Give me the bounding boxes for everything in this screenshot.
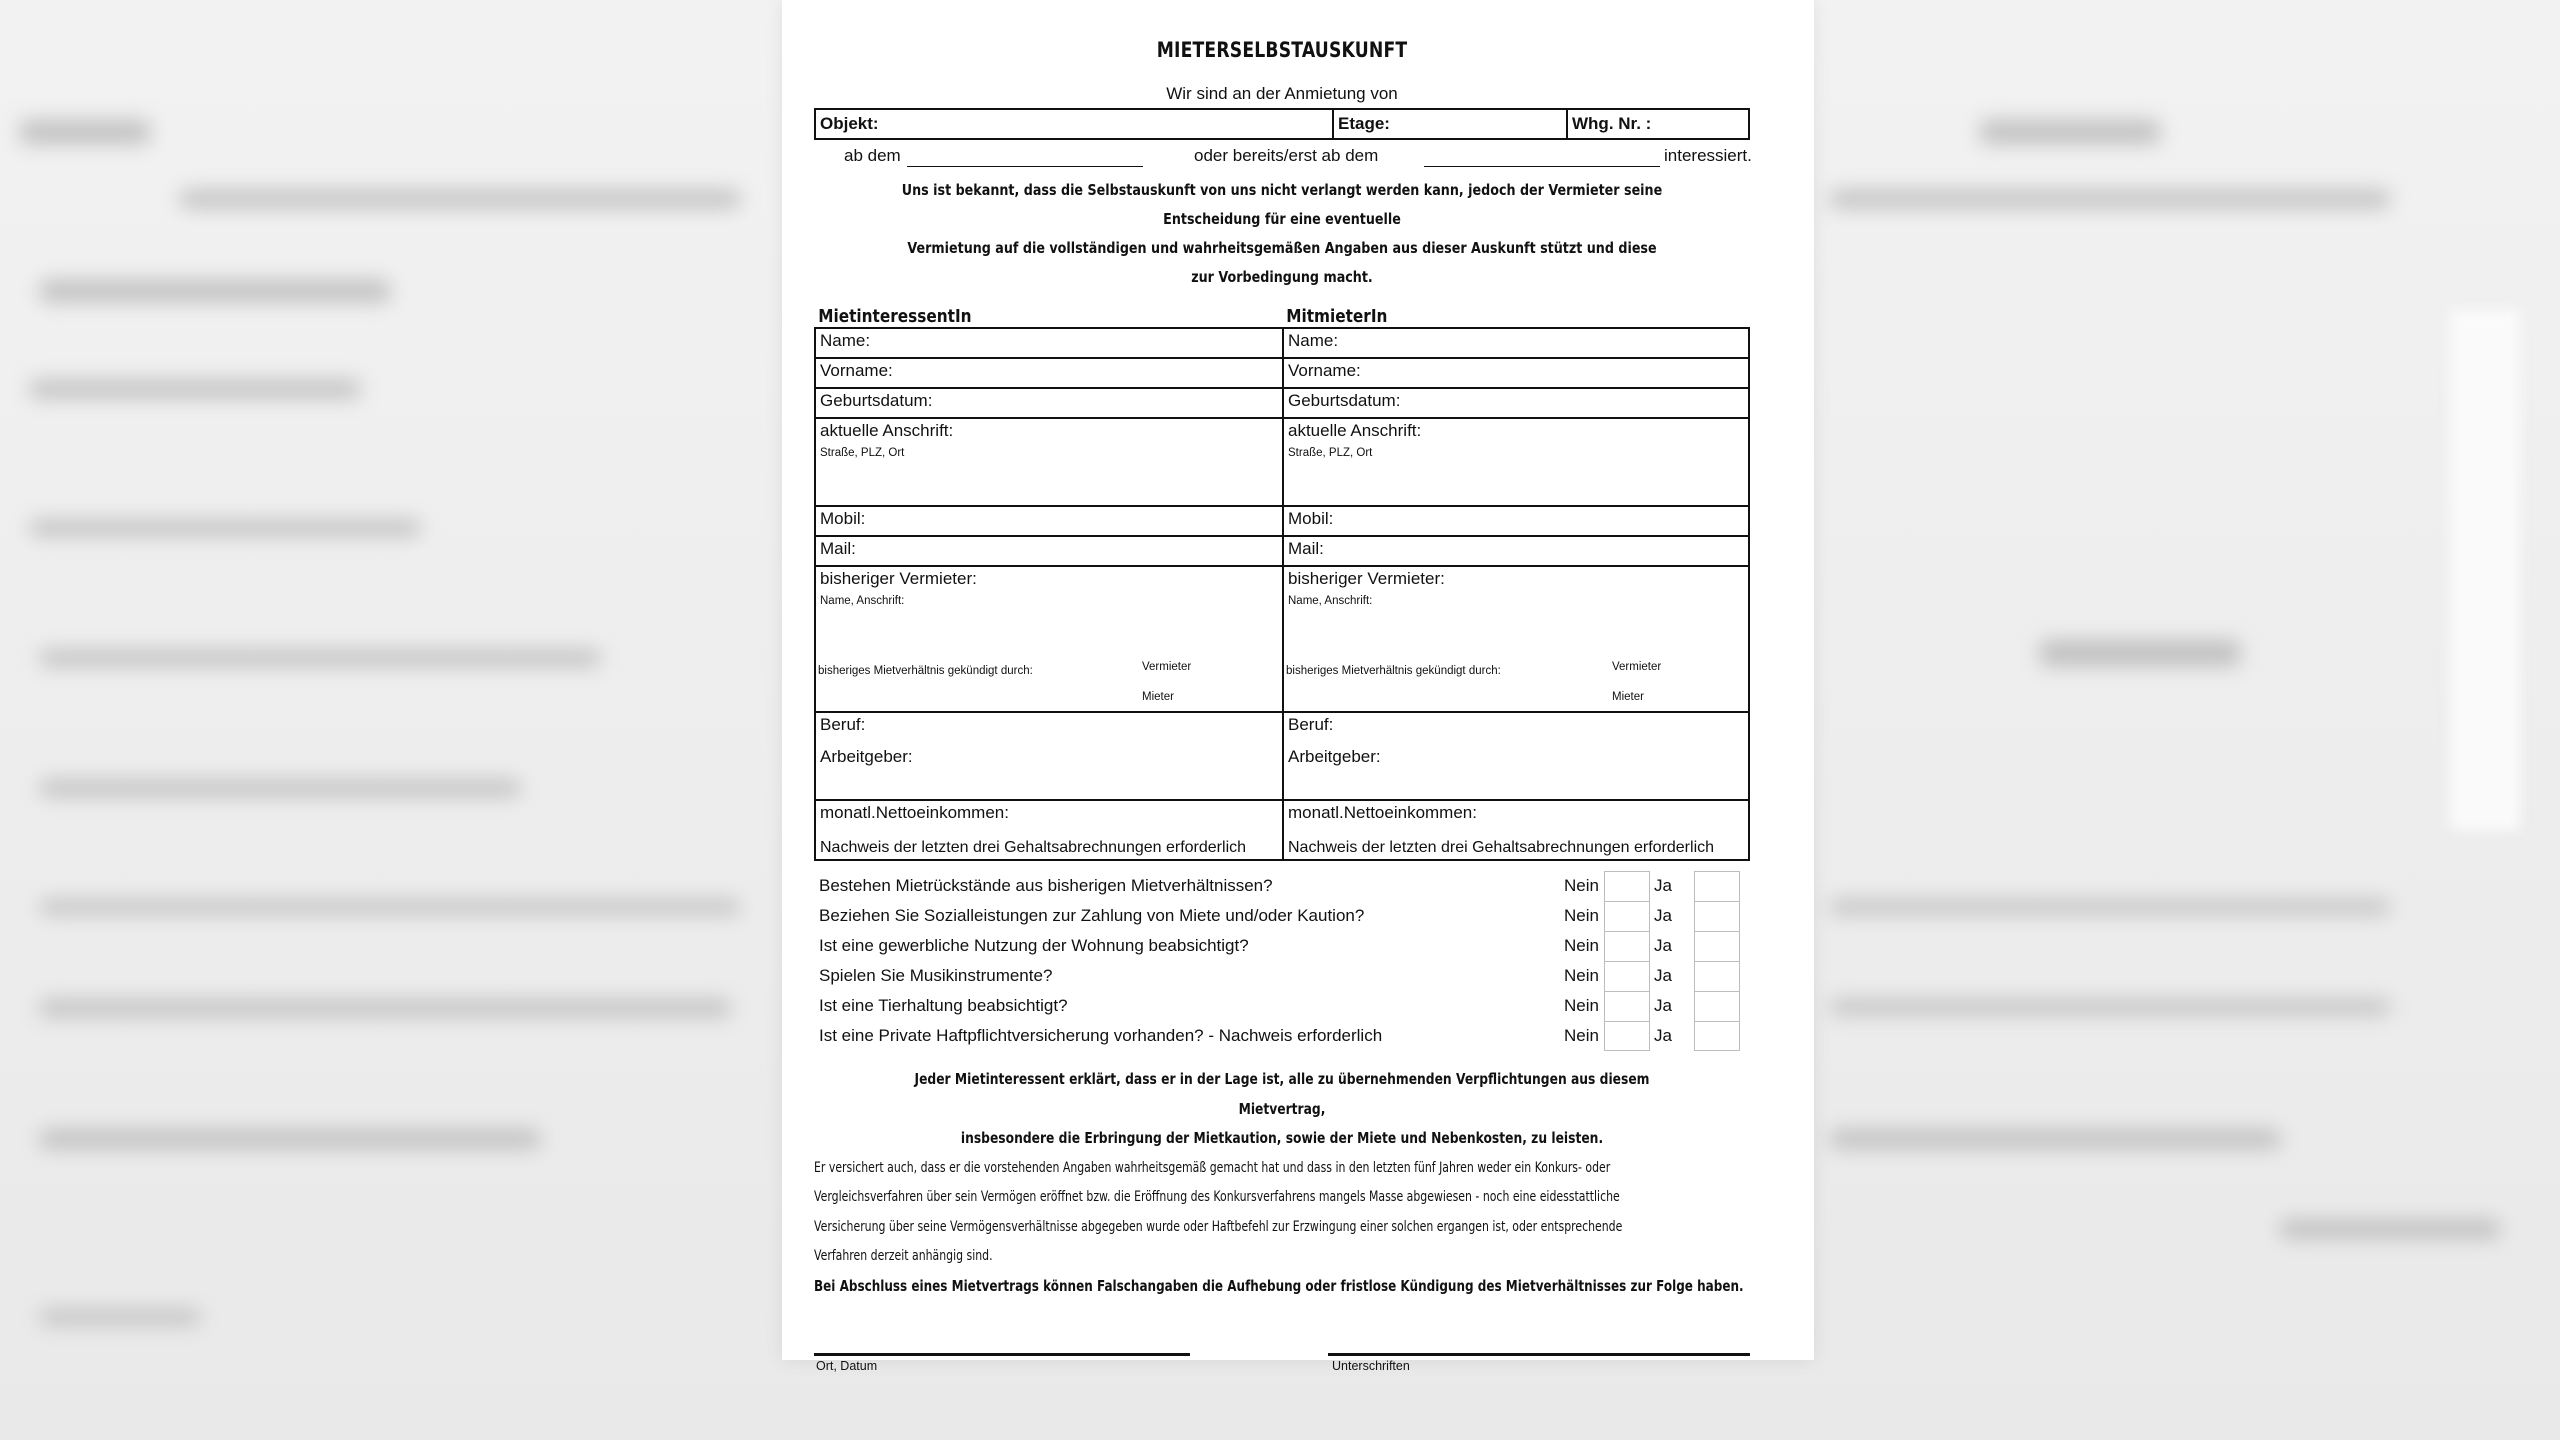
ja-checkbox[interactable] <box>1694 1021 1740 1051</box>
ja-label: Ja <box>1654 996 1672 1015</box>
nein-checkbox[interactable] <box>1604 961 1650 991</box>
nein-label: Nein <box>1564 996 1599 1015</box>
ab-dem-label: ab dem <box>844 146 901 165</box>
name-field[interactable]: Name: <box>1284 329 1748 359</box>
question-text: Beziehen Sie Sozialleistungen zur Zahlung von Miete und/oder Kaution? <box>819 906 1365 925</box>
anschrift-hint: Straße, PLZ, Ort <box>820 447 905 459</box>
nein-checkbox[interactable] <box>1604 1021 1650 1051</box>
form-title: MIETERSELBSTAUSKUNFT <box>1156 38 1408 62</box>
nein-label: Nein <box>1564 1026 1599 1045</box>
nachweis-note: Nachweis der letzten drei Gehaltsabrechnungen erforderlich <box>820 839 1247 856</box>
nein-label: Nein <box>1564 936 1599 955</box>
ja-checkbox[interactable] <box>1694 931 1740 961</box>
declaration-final: Bei Abschluss eines Mietvertrags können Falschangaben die Aufhebung oder fristlose Kündigung des Mietverhältnisses zur Folge haben. <box>814 1276 1744 1295</box>
geburtsdatum-field[interactable]: Geburtsdatum: <box>1284 389 1748 419</box>
nein-checkbox[interactable] <box>1604 871 1650 901</box>
ja-label: Ja <box>1654 906 1672 925</box>
questions-list <box>814 871 1750 1051</box>
vermieter-field[interactable]: bisheriger Vermieter: Name, Anschrift: bisheriges Mietverhältnis gekündigt durch: Vermieter Mieter <box>816 567 1282 713</box>
einkommen-field[interactable]: monatl.Nettoeinkommen: Nachweis der letzten drei Gehaltsabrechnungen erforderlich <box>820 803 1247 856</box>
nein-label: Nein <box>1564 876 1599 895</box>
question-text: Ist eine gewerbliche Nutzung der Wohnung beabsichtigt? <box>819 936 1249 955</box>
mobil-field[interactable]: Mobil: <box>1284 507 1748 537</box>
vermieter-field[interactable]: bisheriger Vermieter: Name, Anschrift: bisheriges Mietverhältnis gekündigt durch: Vermieter Mieter <box>1284 567 1748 713</box>
question-row <box>814 871 1750 901</box>
date-row <box>814 140 1750 172</box>
bereits-ab-dem-field[interactable] <box>1424 166 1660 167</box>
declaration-block <box>814 1065 1750 1301</box>
beruf-field[interactable]: Beruf: Arbeitgeber: <box>1284 713 1748 801</box>
nein-checkbox[interactable] <box>1604 931 1650 961</box>
declaration-body: Versicherung über seine Vermögensverhältnisse abgegeben wurde oder Haftbefehl zur Erzwingung einer solchen ergangen ist, oder entsprechende <box>814 1218 1623 1235</box>
ja-label: Ja <box>1654 1026 1672 1045</box>
gekuendigt-label: bisheriges Mietverhältnis gekündigt durch: <box>818 665 1033 677</box>
mobil-field[interactable]: Mobil: <box>816 507 1282 537</box>
ja-checkbox[interactable] <box>1694 961 1740 991</box>
object-row <box>814 108 1750 140</box>
column-mitmieter <box>1282 329 1748 859</box>
option-mieter[interactable]: Mieter <box>1612 691 1644 703</box>
ab-dem-field[interactable] <box>907 166 1143 167</box>
question-text: Spielen Sie Musikinstrumente? <box>819 966 1053 985</box>
option-mieter[interactable]: Mieter <box>1142 691 1174 703</box>
anschrift-field[interactable]: aktuelle Anschrift: Straße, PLZ, Ort <box>816 419 1282 507</box>
declaration-line: Jeder Mietinteressent erklärt, dass er in der Lage ist, alle zu übernehmenden Verpflichtungen aus diesem Mietvertrag, <box>914 1070 1650 1118</box>
question-text: Ist eine Tierhaltung beabsichtigt? <box>819 996 1068 1015</box>
ja-checkbox[interactable] <box>1694 901 1740 931</box>
column-mietinteressent <box>816 329 1282 859</box>
vermieter-hint: Name, Anschrift: <box>1288 595 1373 607</box>
nein-label: Nein <box>1564 966 1599 985</box>
ort-datum-label: Ort, Datum <box>816 1359 878 1373</box>
unterschriften-label: Unterschriften <box>1332 1359 1410 1373</box>
oder-label: oder bereits/erst ab dem <box>1194 146 1379 165</box>
question-row <box>814 931 1750 961</box>
mail-field[interactable]: Mail: <box>1284 537 1748 567</box>
option-vermieter[interactable]: Vermieter <box>1142 661 1192 673</box>
arbeitgeber-label: Arbeitgeber: <box>1288 747 1381 766</box>
nachweis-note: Nachweis der letzten drei Gehaltsabrechnungen erforderlich <box>1288 839 1715 856</box>
nein-checkbox[interactable] <box>1604 991 1650 1021</box>
ja-checkbox[interactable] <box>1694 871 1740 901</box>
geburtsdatum-field[interactable]: Geburtsdatum: <box>816 389 1282 419</box>
heading-mitmieter: MitmieterIn <box>1286 306 1388 327</box>
question-row <box>814 901 1750 931</box>
notice-text: Uns ist bekannt, dass die Selbstauskunft von uns nicht verlangt werden kann, jedoch der Vermieter seine Entscheidung für eine eventuelle Vermietung auf die vollständigen und wahrheitsgemäßen Angaben aus dieser Auskunft stützt und diese zur Vorbedingung macht. <box>901 181 1663 286</box>
einkommen-field[interactable]: monatl.Nettoeinkommen: Nachweis der letzten drei Gehaltsabrechnungen erforderlich <box>1288 803 1715 856</box>
nein-label: Nein <box>1564 906 1599 925</box>
vorname-field[interactable]: Vorname: <box>816 359 1282 389</box>
question-text: Ist eine Private Haftpflichtversicherung vorhanden? - Nachweis erforderlich <box>819 1026 1383 1045</box>
question-row <box>814 961 1750 991</box>
anschrift-hint: Straße, PLZ, Ort <box>1288 447 1373 459</box>
beruf-field[interactable]: Beruf: Arbeitgeber: <box>816 713 1282 801</box>
document-page <box>782 0 1814 1373</box>
self-disclosure-form <box>814 38 1750 1413</box>
intro-text: Wir sind an der Anmietung von <box>1166 84 1398 103</box>
declaration-body: Er versichert auch, dass er die vorstehenden Angaben wahrheitsgemäß gemacht hat und dass in den letzten fünf Jahren weder ein Konkurs- oder <box>814 1159 1611 1176</box>
question-row <box>814 1021 1750 1051</box>
etage-field[interactable]: Etage: <box>1334 110 1568 138</box>
objekt-field[interactable]: Objekt: <box>816 110 1334 138</box>
anschrift-field[interactable]: aktuelle Anschrift: Straße, PLZ, Ort <box>1284 419 1748 507</box>
ort-datum-line[interactable] <box>814 1353 1190 1356</box>
option-vermieter[interactable]: Vermieter <box>1612 661 1662 673</box>
declaration-body: Vergleichsverfahren über sein Vermögen eröffnet bzw. die Eröffnung des Konkursverfahrens mangels Masse abgewiesen - noch eine eidesstattliche <box>814 1189 1620 1205</box>
nein-checkbox[interactable] <box>1604 901 1650 931</box>
ja-label: Ja <box>1654 936 1672 955</box>
ja-label: Ja <box>1654 876 1672 895</box>
mail-field[interactable]: Mail: <box>816 537 1282 567</box>
vermieter-hint: Name, Anschrift: <box>820 595 905 607</box>
gekuendigt-label: bisheriges Mietverhältnis gekündigt durch: <box>1286 665 1501 677</box>
name-field[interactable]: Name: <box>816 329 1282 359</box>
declaration-body: Verfahren derzeit anhängig sind. <box>814 1248 993 1264</box>
vorname-field[interactable]: Vorname: <box>1284 359 1748 389</box>
signature-row <box>814 1353 1750 1413</box>
section-headings <box>814 306 1750 327</box>
whg-nr-field[interactable]: Whg. Nr. : <box>1572 114 1652 133</box>
question-row <box>814 991 1750 1021</box>
arbeitgeber-label: Arbeitgeber: <box>820 747 913 766</box>
ja-label: Ja <box>1654 966 1672 985</box>
interessiert-label: interessiert. <box>1664 146 1752 165</box>
tenant-table <box>814 327 1750 861</box>
declaration-line: insbesondere die Erbringung der Mietkaution, sowie der Miete und Nebenkosten, zu leisten. <box>960 1129 1604 1147</box>
unterschriften-line[interactable] <box>1328 1353 1750 1356</box>
heading-mietinteressent: MietinteressentIn <box>818 306 972 327</box>
ja-checkbox[interactable] <box>1694 991 1740 1021</box>
question-text: Bestehen Mietrückstände aus bisherigen Mietverhältnissen? <box>819 876 1273 895</box>
